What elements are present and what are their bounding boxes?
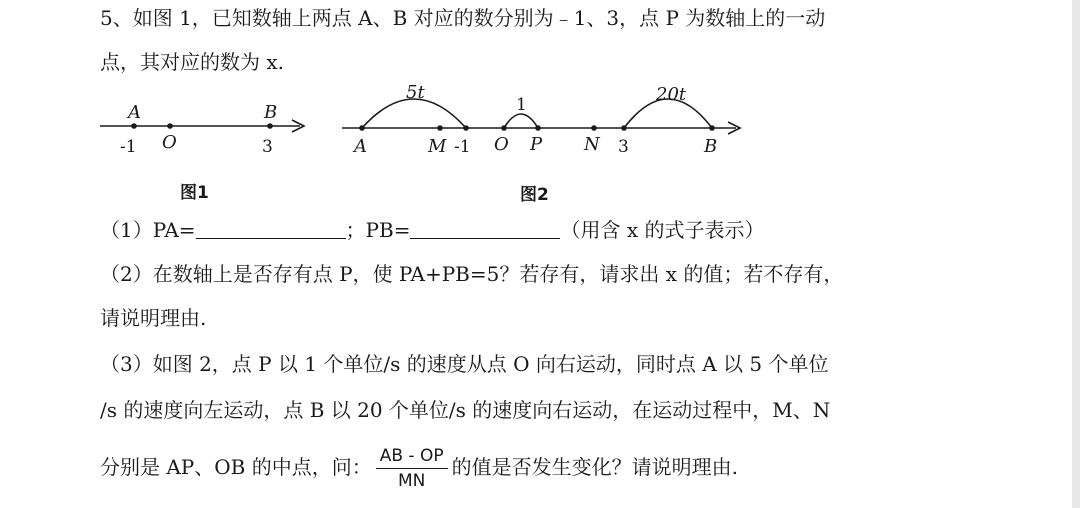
q1-prefix: （1）PA= <box>100 218 196 242</box>
fig1-label-B: B <box>264 102 278 123</box>
figure-1-caption: 图1 <box>180 183 209 203</box>
question-1 <box>100 216 764 244</box>
figure-1-number-line <box>100 102 304 203</box>
fig2-point-N <box>591 125 597 131</box>
fig2-point-M <box>437 125 443 131</box>
question-3-line-2: /s 的速度向左运动，点 B 以 20 个单位/s 的速度向右运动，在运动过程中，M、N <box>100 398 831 422</box>
fig2-label-A: A <box>354 136 367 157</box>
question-2-line-2: 请说明理由. <box>100 306 207 330</box>
fraction-numerator: AB - OP <box>376 446 448 469</box>
fig2-point-P <box>535 125 541 131</box>
scrollbar[interactable] <box>1072 0 1080 508</box>
fig2-point-B <box>709 125 715 131</box>
pb-answer-blank <box>410 220 560 239</box>
fig2-label-B: B <box>704 136 718 157</box>
fig2-arc-label-5t: 5t <box>406 82 425 103</box>
fig2-point-O <box>501 125 507 131</box>
fig1-label-A: A <box>128 102 141 123</box>
fig2-arc-label-20t: 20t <box>656 84 687 105</box>
fig2-point-A <box>359 125 365 131</box>
fig1-point-A <box>131 123 137 129</box>
pa-answer-blank <box>196 220 346 239</box>
figure-2-number-line <box>342 82 740 205</box>
fig2-point-3 <box>621 125 627 131</box>
problem-line-1: 5、如图 1，已知数轴上两点 A、B 对应的数分别为﹣1、3，点 P 为数轴上的一动 <box>100 6 826 30</box>
fig1-point-O <box>167 123 173 129</box>
q1-suffix: （用含 x 的式子表示） <box>560 218 765 242</box>
question-2-line-1: （2）在数轴上是否存有点 P，使 PA+PB=5？若存有，请求出 x 的值；若不存有， <box>100 262 844 286</box>
fraction <box>376 446 448 491</box>
question-3-line-1: （3）如图 2，点 P 以 1 个单位/s 的速度从点 O 向右运动，同时点 A 以 5 个单位 <box>100 352 829 376</box>
fig2-point-neg1 <box>463 125 469 131</box>
fig1-tick-3: 3 <box>262 137 273 157</box>
question-3-line-3 <box>100 446 738 491</box>
fig2-tick-neg1: -1 <box>454 137 471 157</box>
fig2-label-O: O <box>494 134 509 155</box>
fig1-label-O: O <box>162 132 177 153</box>
fig2-arc-label-1: 1 <box>516 95 527 115</box>
q3-line3-suffix: 的值是否发生变化？请说明理由. <box>451 455 738 479</box>
q1-mid: ；PB= <box>345 218 411 242</box>
fig2-label-P: P <box>530 134 543 155</box>
arc-1 <box>504 114 538 128</box>
fig1-point-B <box>267 123 273 129</box>
fig1-tick-neg1: -1 <box>120 137 137 157</box>
fig2-label-M: M <box>428 136 447 157</box>
fraction-denominator: MN <box>397 471 426 491</box>
problem-line-2: 点，其对应的数为 x. <box>100 50 284 74</box>
figure-2-caption: 图2 <box>520 185 549 205</box>
arc-5t <box>362 99 466 128</box>
q3-line3-prefix: 分别是 AP、OB 的中点，问： <box>100 455 372 479</box>
fig2-tick-3: 3 <box>618 137 629 157</box>
fig2-label-N: N <box>584 134 600 155</box>
